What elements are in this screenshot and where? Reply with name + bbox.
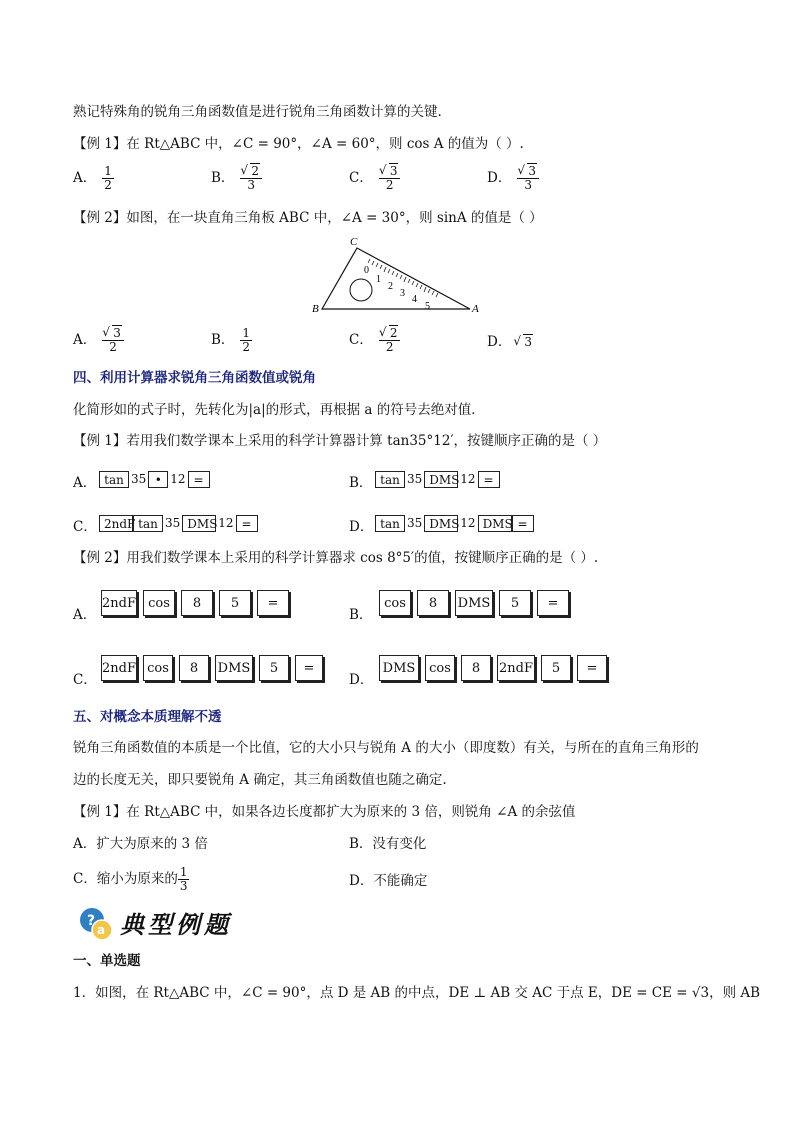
key-tan: tan bbox=[133, 515, 163, 532]
single-choice-heading: 一、单选题 bbox=[73, 953, 141, 969]
svg-text:?: ? bbox=[87, 913, 96, 929]
key-8: 8 bbox=[417, 590, 449, 616]
fraction: √ $\frac{3}{2}$ bbox=[379, 165, 401, 192]
vertex-b-label: B bbox=[312, 303, 319, 315]
key-cos: cos bbox=[379, 590, 411, 616]
triangle-ruler-figure bbox=[310, 232, 490, 317]
key-dms: DMS bbox=[424, 515, 458, 532]
sec4-ex2-option-a[interactable]: A．2ndF cos 8 5 = bbox=[73, 590, 289, 630]
section-5-heading: 五、对概念本质理解不透 bbox=[73, 709, 222, 725]
key-equals: = bbox=[257, 590, 289, 616]
key-equals: = bbox=[478, 471, 500, 488]
ex2-option-b[interactable]: B． $\frac{1}{2}$ bbox=[211, 326, 251, 354]
tick-label: 4 bbox=[412, 294, 417, 305]
fraction: $\frac{1}{2}$ bbox=[242, 326, 251, 354]
ruler-hole bbox=[350, 279, 372, 301]
key-5: 5 bbox=[219, 590, 251, 616]
key-dot: • bbox=[148, 471, 168, 488]
sec4-ex2-option-c[interactable]: C．2ndF cos 8 DMS 5 = bbox=[73, 655, 323, 695]
sqrt-symbol: √ 3 bbox=[519, 165, 537, 178]
key-dms: DMS bbox=[215, 655, 253, 681]
section-5-para-2: 边的长度无关，即只要锐角 A 确定，其三角函数值也随之确定. bbox=[73, 772, 447, 788]
key-dms: DMS bbox=[478, 515, 512, 532]
key-5: 5 bbox=[259, 655, 289, 681]
sec4-ex1-option-b[interactable]: B． tan 35 DMS12 = bbox=[349, 466, 500, 490]
section-4-heading: 四、利用计算器求锐角三角函数值或锐角 bbox=[73, 370, 316, 386]
ex2-option-a[interactable]: A． √ $\frac{3}{2}$ bbox=[73, 327, 124, 354]
key-equals: = bbox=[188, 471, 210, 488]
sqrt-symbol: √ 3 bbox=[381, 165, 399, 178]
key-cos: cos bbox=[143, 590, 175, 616]
key-equals: = bbox=[236, 515, 258, 532]
fraction: √ $\frac{3}{2}$ bbox=[102, 327, 124, 354]
sec4-ex2-stem: 【例 2】用我们数学课本上采用的科学计算器求 cos 8°5′的值，按键顺序正确的是（ ）. bbox=[73, 550, 599, 566]
key-cos: cos bbox=[425, 655, 455, 681]
typical-title-text: 典型例题 bbox=[120, 910, 232, 939]
ex1-option-d[interactable]: D． √ $\frac{3}{3}$ bbox=[487, 165, 539, 192]
qa-bubble-icon bbox=[78, 906, 248, 942]
sec4-ex2-option-b[interactable]: B．cos 8 DMS 5 = bbox=[349, 590, 569, 630]
sec4-ex2-option-d[interactable]: D．DMS cos 8 2ndF 5 = bbox=[349, 655, 607, 695]
sqrt-symbol: √ 3 bbox=[515, 333, 533, 351]
sec4-ex1-stem: 【例 1】若用我们数学课本上采用的科学计算器计算 tan35°12′，按键顺序正确的是（ ） bbox=[73, 433, 607, 449]
sec5-option-b[interactable]: B．没有变化 bbox=[349, 836, 427, 852]
ex1-option-c[interactable]: C． √ $\frac{3}{2}$ bbox=[349, 165, 400, 192]
key-equals: = bbox=[512, 515, 534, 532]
key-equals: = bbox=[537, 590, 569, 616]
key-dms: DMS bbox=[182, 515, 216, 532]
triangle-outline bbox=[322, 248, 470, 309]
tick-label: 5 bbox=[425, 301, 430, 312]
fraction: √ $\frac{2}{2}$ bbox=[379, 327, 401, 354]
section-5-para-1: 锐角三角函数值的本质是一个比值，它的大小只与锐角 A 的大小（即度数）有关，与所在的直角三角形的 bbox=[73, 740, 699, 756]
key-8: 8 bbox=[181, 590, 213, 616]
key-cos: cos bbox=[143, 655, 173, 681]
sec5-option-c[interactable]: C．缩小为原来的 $\frac{1}{3}$ bbox=[73, 865, 188, 893]
sqrt-symbol: √ 2 bbox=[381, 327, 399, 340]
tick-label: 3 bbox=[400, 288, 405, 299]
tick-label: 0 bbox=[364, 265, 369, 276]
vertex-a-label: A bbox=[472, 303, 479, 315]
fraction: √ $\frac{3}{3}$ bbox=[517, 165, 539, 192]
key-5: 5 bbox=[541, 655, 571, 681]
question-1-stem: 1．如图，在 Rt△ABC 中，∠C = 90°，点 D 是 AB 的中点，DE ⊥ AB 交 AC 于点 E，DE = CE = √3，则 AB bbox=[73, 985, 761, 1001]
ex1-stem: 【例 1】在 Rt△ABC 中，∠C = 90°，∠A = 60°，则 cos A 的值为（ ）. bbox=[73, 136, 524, 152]
sec4-ex1-option-c[interactable]: C． 2ndF tan 35 DMS12 = bbox=[73, 510, 258, 534]
ex1-option-b[interactable]: B． √ $\frac{2}{3}$ bbox=[211, 165, 262, 192]
vertex-c-label: C bbox=[350, 236, 358, 248]
sec4-ex1-option-d[interactable]: D． tan 35 DMS12 DMS = bbox=[349, 510, 534, 534]
key-2ndf: 2ndF bbox=[497, 655, 535, 681]
key-8: 8 bbox=[179, 655, 209, 681]
key-tan: tan bbox=[99, 471, 129, 488]
key-2ndf: 2ndF bbox=[99, 515, 133, 532]
ex1-option-a[interactable]: A． $\frac{1}{2}$ bbox=[73, 164, 112, 192]
key-tan: tan bbox=[375, 471, 405, 488]
tick-label: 2 bbox=[388, 281, 393, 292]
key-5: 5 bbox=[499, 590, 531, 616]
sec5-option-d[interactable]: D．不能确定 bbox=[349, 873, 428, 889]
sec5-ex1-stem: 【例 1】在 Rt△ABC 中，如果各边长度都扩大为原来的 3 倍，则锐角 ∠A 的余弦值 bbox=[73, 804, 576, 820]
key-equals: = bbox=[577, 655, 607, 681]
key-dms: DMS bbox=[424, 471, 458, 488]
sec5-option-a[interactable]: A．扩大为原来的 3 倍 bbox=[73, 836, 208, 852]
fraction: √ $\frac{2}{3}$ bbox=[240, 165, 262, 192]
key-2ndf: 2ndF bbox=[101, 590, 137, 616]
ex2-stem: 【例 2】如图，在一块直角三角板 ABC 中，∠A = 30°，则 sinA 的值是（ ） bbox=[73, 210, 543, 226]
key-equals: = bbox=[295, 655, 323, 681]
fraction: $\frac{1}{3}$ bbox=[179, 865, 188, 893]
section-4-intro: 化简形如的式子时，先转化为|a|的形式，再根据 a 的符号去绝对值． bbox=[73, 402, 485, 418]
typical-examples-title bbox=[78, 906, 248, 946]
sqrt-symbol: √ 3 bbox=[104, 327, 122, 340]
tick-label: 1 bbox=[376, 274, 381, 285]
key-2ndf: 2ndF bbox=[101, 655, 137, 681]
ex2-option-d[interactable]: D．√ 3 bbox=[487, 333, 533, 351]
ex2-option-c[interactable]: C． √ $\frac{2}{2}$ bbox=[349, 327, 400, 354]
intro-text: 熟记特殊角的锐角三角函数值是进行锐角三角函数计算的关键. bbox=[73, 104, 442, 120]
key-8: 8 bbox=[461, 655, 491, 681]
key-tan: tan bbox=[375, 515, 405, 532]
key-dms: DMS bbox=[455, 590, 493, 616]
sec4-ex1-option-a[interactable]: A． tan 35 • 12 = bbox=[73, 466, 210, 490]
key-dms: DMS bbox=[379, 655, 419, 681]
sqrt-symbol: √ 2 bbox=[242, 165, 260, 178]
svg-text:a: a bbox=[97, 923, 106, 937]
fraction: $\frac{1}{2}$ bbox=[104, 164, 112, 192]
